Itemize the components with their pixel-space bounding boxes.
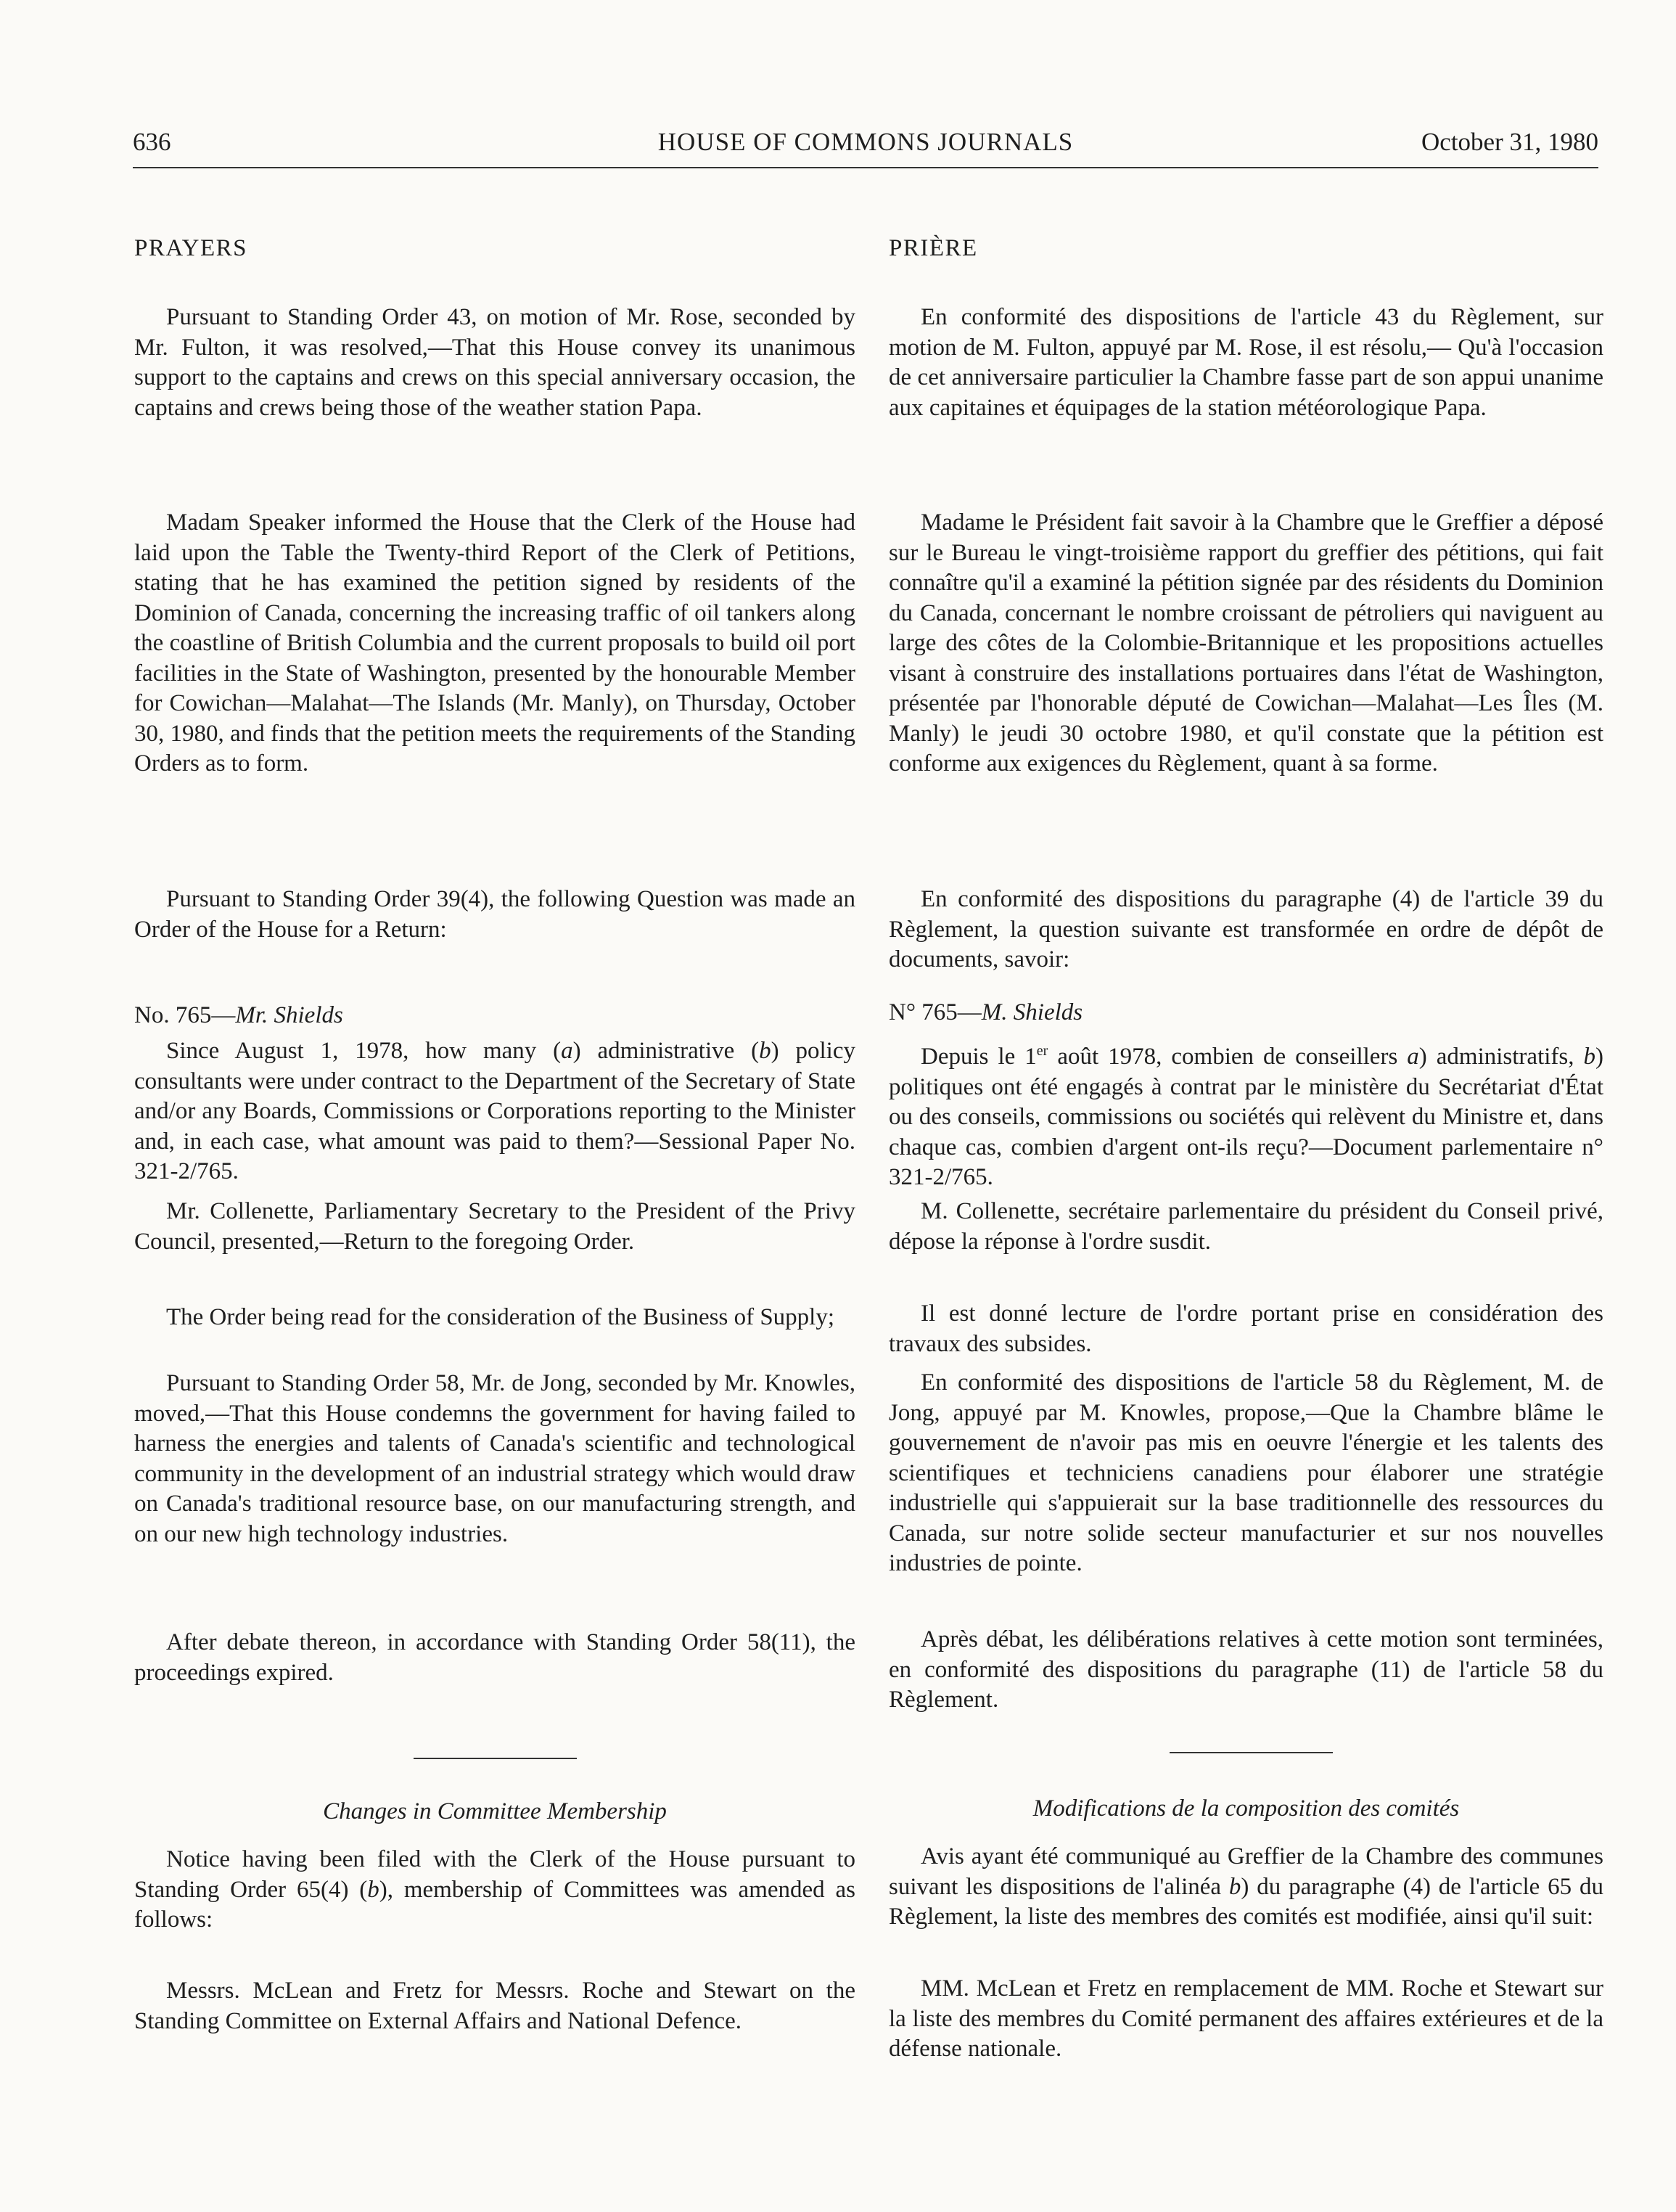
fr-para-membership: MM. McLean et Fretz en remplacement de MM. Roche et Stewart sur la liste des membres du Comité permanent des affaires extérieures et de la défense nationale. — [889, 1975, 1603, 2062]
en-para-so39: Pursuant to Standing Order 39(4), the following Question was made an Order of the House for a Return: — [134, 886, 855, 943]
fr-committee-heading-text: Modifications de la composition des comités — [1032, 1795, 1460, 1822]
en-para-petition: Madam Speaker informed the House that the Clerk of the House had laid upon the Table the Twenty-third Report of the Clerk of Petitions, stating that he has examined the petition signed by residents of the Dominion of Canada, concerning the increasing traffic of oil tankers along the coastline of British Columbia and the current proposals to build oil port facilities in the State of Washington, presented by the honourable Member for Cowichan—Malahat—The Islands (Mr. Manly), on Thursday, October 30, 1980, and finds that the petition meets the requirements of the Standing Orders as to form. — [134, 509, 855, 777]
en-question-text-2: ) administrative ( — [572, 1038, 760, 1064]
fr-para-petition: Madame le Président fait savoir à la Chambre que le Greffier a déposé sur le Bureau le vingt-troisième rapport du greffier des pétitions, qui fait connaître qu'il a examiné la pétition signée par des résidents du Dominion du Canada, concernant le nombre croissant de pétroliers qui naviguent au large des côtes de la Colombie-Britannique et les propositions actuelles visant à construire des installations portuaires dans l'état de Washington, présentée par l'honorable député de Cowichan—Malahat—Les Îles (M. Manly) le jeudi 30 octobre 1980, et qu'il constate que la pétition est conforme aux exigences du Règlement, quant à sa forme. — [889, 509, 1603, 777]
fr-para-so58: En conformité des dispositions de l'article 58 du Règlement, M. de Jong, appuyé par M. Knowles, propose,—Que la Chambre blâme le gouvernement de n'avoir pas mis en oeuvre l'énergie et les talents des scientifiques et techniciens canadiens pour élaborer une stratégie industrielle qui s'appuierait sur la base traditionnelle des ressources du Canada, sur notre solide secteur manufacturier et sur nos nouvelles industries de pointe. — [889, 1369, 1603, 1576]
fr-para-notice-b: b — [1228, 1873, 1241, 1900]
fr-committee-heading — [889, 1794, 1603, 1824]
en-para-membership: Messrs. McLean and Fretz for Messrs. Roche and Stewart on the Standing Committee on External Affairs and National Defence. — [134, 1978, 855, 2034]
fr-question-sup: er — [1036, 1043, 1048, 1059]
fr-question-text — [889, 1036, 1603, 1193]
fr-section-divider — [1170, 1752, 1333, 1753]
fr-para-notice-2: ) du paragraphe (4) de l'article 65 du Règlement, la liste des membres des comités est modifiée, ainsi qu'il suit: — [889, 1873, 1603, 1930]
en-question-text — [134, 1036, 855, 1187]
journal-date: October 31, 1980 — [1421, 128, 1598, 156]
fr-para-notice-1: Avis ayant été communiqué au Greffier de la Chambre des communes suivant les dispositions de l'alinéa — [889, 1843, 1603, 1900]
fr-question-text-2: août 1978, combien de conseillers — [1048, 1044, 1408, 1070]
fr-question-a: a — [1407, 1044, 1419, 1070]
fr-para-so43: En conformité des dispositions de l'article 43 du Règlement, sur motion de M. Fulton, appuyé par M. Rose, il est résolu,— Qu'à l'occasion de cet anniversaire particulier la Chambre fasse part de son appui unanime aux capitaines et équipages de la station météorologique Papa. — [889, 304, 1603, 421]
en-question-number — [134, 1001, 855, 1031]
en-prayers-heading: PRAYERS — [134, 235, 248, 261]
fr-para-return: M. Collenette, secrétaire parlementaire du président du Conseil privé, dépose la réponse à l'ordre susdit. — [889, 1198, 1603, 1255]
en-para-debate: After debate thereon, in accordance with Standing Order 58(11), the proceedings expired. — [134, 1629, 855, 1686]
en-para-so58: Pursuant to Standing Order 58, Mr. de Jong, seconded by Mr. Knowles, moved,—That this House condemns the government for having failed to harness the energies and talents of Canada's scientific and technological community in the development of an industrial strategy which would draw on Canada's traditional resource base, on our manufacturing strength, and on our new high technology industries. — [134, 1370, 855, 1547]
fr-question-text-4: ) politiques ont été engagés à contrat par le ministère du Secrétariat d'État ou des conseils, commissions ou sociétés qui relèvent du Ministre et, dans chaque cas, combien d'argent ont-ils reçu?—Document parlementaire n° 321-2/765. — [889, 1044, 1603, 1190]
journal-title: HOUSE OF COMMONS JOURNALS — [657, 128, 1074, 156]
en-question-text-3: ) policy consultants were under contract to the Department of the Secretary of State and/or any Boards, Commissions or Corporations reporting to the Minister and, in each case, what amount was paid to them?—Sessional Paper No. 321-2/765. — [134, 1038, 855, 1184]
en-para-notice-b: b — [367, 1876, 379, 1903]
en-section-divider — [414, 1758, 577, 1759]
fr-para-supply: Il est donné lecture de l'ordre portant prise en considération des travaux des subsides. — [889, 1300, 1603, 1357]
fr-question-b: b — [1583, 1044, 1595, 1070]
en-question-b: b — [759, 1038, 771, 1064]
en-question-a: a — [561, 1038, 573, 1064]
en-committee-heading-text: Changes in Committee Membership — [323, 1798, 667, 1824]
en-question-number-text: No. 765— — [134, 1002, 236, 1028]
en-para-notice-1: Notice having been filed with the Clerk of the House pursuant to Standing Order 65(4) ( — [134, 1846, 855, 1903]
fr-para-debate: Après débat, les délibérations relatives à cette motion sont terminées, en conformité des dispositions du paragraphe (11) de l'article 58 du Règlement. — [889, 1626, 1603, 1713]
fr-question-text-3: ) administratifs, — [1418, 1044, 1584, 1070]
en-para-return: Mr. Collenette, Parliamentary Secretary to the President of the Privy Council, presented,—Return to the foregoing Order. — [134, 1198, 855, 1255]
fr-question-number-text: N° 765— — [889, 999, 982, 1025]
en-question-text-1: Since August 1, 1978, how many ( — [166, 1038, 562, 1064]
page-number: 636 — [133, 128, 171, 156]
en-committee-heading — [134, 1797, 855, 1827]
en-para-so43: Pursuant to Standing Order 43, on motion of Mr. Rose, seconded by Mr. Fulton, it was resolved,—That this House convey its unanimous support to the captains and crews on this special anniversary occasion, the captains and crews being those of the weather station Papa. — [134, 304, 855, 421]
fr-para-notice — [889, 1842, 1603, 1933]
page-header — [133, 122, 1598, 168]
fr-prayers-heading: PRIÈRE — [889, 235, 978, 261]
en-para-notice — [134, 1845, 855, 1936]
fr-para-so39: En conformité des dispositions du paragraphe (4) de l'article 39 du Règlement, la question suivante est transformée en ordre de dépôt de documents, savoir: — [889, 886, 1603, 972]
en-para-notice-2: ), membership of Committees was amended as follows: — [134, 1876, 855, 1933]
en-para-supply: The Order being read for the consideration of the Business of Supply; — [166, 1304, 835, 1330]
fr-question-number — [889, 998, 1603, 1028]
en-question-member: Mr. Shields — [235, 1002, 343, 1028]
fr-question-text-1: Depuis le 1 — [921, 1044, 1037, 1070]
fr-question-member: M. Shields — [981, 999, 1083, 1025]
